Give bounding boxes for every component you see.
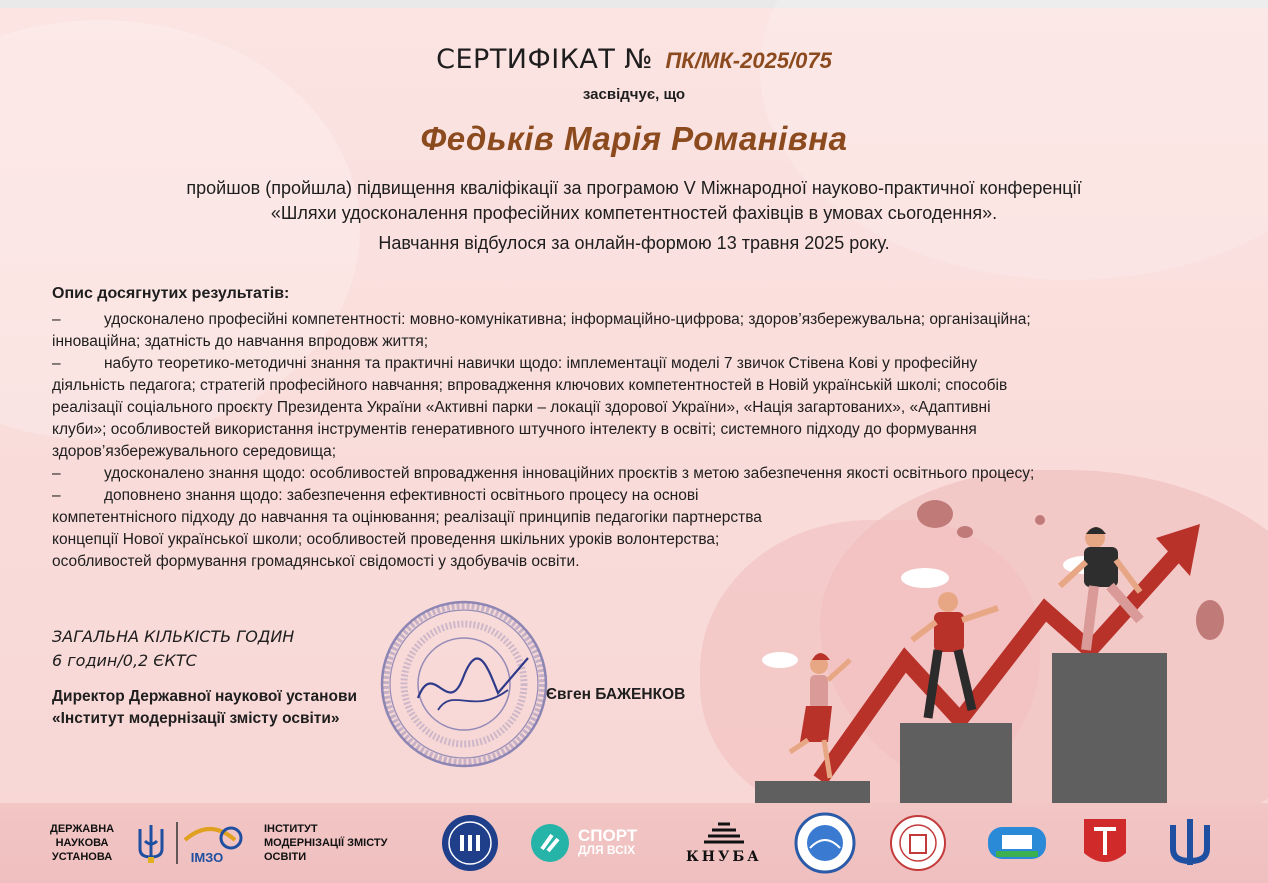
decor-dot (1035, 515, 1045, 525)
program-line: пройшов (пройшла) підвищення кваліфікації за програмою V Міжнародної науково-практичної конференції (186, 178, 1082, 198)
imzo-abbreviation: ІМЗО (190, 850, 224, 865)
result-line: – удосконалено знання щодо: особливостей впровадження інноваційних проєктів з метою забезпечення якості освітнього процесу; (52, 463, 1202, 485)
dash-marker: – (52, 311, 61, 328)
result-item (52, 463, 1202, 485)
decor-blob (917, 500, 953, 528)
result-line: реалізації соціального проєкту Президента України «Активні парки – локації здорової України», «Нація загартованих», «Адаптивні (52, 399, 991, 416)
director-name: Євген БАЖЕНКОВ (546, 686, 686, 703)
result-line: компетентнісного підходу до навчання та оцінювання; реалізації принципів педагогіки партнерства (52, 509, 762, 526)
person-leg (928, 650, 938, 718)
director-line: «Інститут модернізації змісту освіти» (52, 710, 340, 727)
jdu-logo-icon (1080, 803, 1130, 883)
hours-value: 6 годин/0,2 ЄКТС (52, 651, 197, 670)
gov-institution-logo: ДЕРЖАВНА НАУКОВА УСТАНОВА (50, 823, 115, 863)
person-arm (962, 608, 998, 620)
result-line: – доповнено знання щодо: забезпечення ефективності освітнього процесу на основі (52, 485, 1202, 507)
dash-marker: – (52, 355, 61, 372)
university-logo-icon (440, 803, 500, 883)
person-hair (1086, 527, 1106, 534)
person-body (934, 612, 964, 652)
growth-illustration (700, 490, 1240, 810)
sport-for-all-logo: СПОРТ ДЛЯ ВСІХ (530, 803, 637, 883)
certificate-number: ПК/МК-2025/075 (665, 48, 832, 73)
decor-blob (1196, 600, 1224, 640)
person-hair (812, 653, 830, 660)
director-line: Директор Державної наукової установи (52, 688, 358, 705)
cloud-icon (901, 568, 949, 588)
person-skirt (800, 706, 832, 742)
result-line: інноваційна; здатність до навчання впродовж життя; (52, 333, 429, 350)
total-hours (52, 625, 294, 673)
result-line: клуби»; особливостей використання інструментів генеративного штучного інтелекту в освіті; системного підходу до формування (52, 421, 977, 438)
knuba-logo: КНУБА (686, 803, 762, 883)
hours-label: ЗАГАЛЬНА КІЛЬКІСТЬ ГОДИН (52, 627, 295, 646)
dash-marker: – (52, 487, 61, 504)
signature-scribble (418, 658, 528, 698)
step-mid (900, 723, 1012, 803)
result-line: концепції Нової української школи; особливостей проведення шкільних уроків волонтерства; (52, 531, 720, 548)
person-arm (828, 660, 850, 680)
step-high (1052, 653, 1167, 803)
result-line: здоров’язбережувального середовища; (52, 443, 337, 460)
decor-blob (957, 526, 973, 538)
certifies-text: засвідчує, що (582, 86, 686, 103)
recipient-name: Федьків Марія Романівна (420, 120, 848, 157)
program-description (40, 176, 1228, 226)
person-arm (1116, 560, 1140, 592)
imzo-name: ІНСТИТУТ МОДЕРНІЗАЦІЇ ЗМІСТУ ОСВІТИ (264, 823, 388, 863)
certificate-word: СЕРТИФІКАТ № (436, 44, 654, 75)
result-line: особливостей формування громадянської свідомості у здобувачів освіти. (52, 553, 580, 570)
result-line: – удосконалено професійні компетентності: мовно-комунікативна; інформаційно-цифрова; здоров’язбережувальна; організаційна; (52, 309, 1202, 331)
official-seal-stamp (378, 598, 550, 770)
program-line: «Шляхи удосконалення професійних компетентностей фахівців в умовах сьогодення». (270, 203, 998, 223)
result-item (52, 353, 1202, 463)
sport-icon (530, 823, 570, 863)
person-body (1084, 547, 1118, 587)
cloud-icon (762, 652, 798, 668)
trident-icon (134, 803, 168, 883)
building-icon (702, 822, 746, 844)
step-low (755, 781, 870, 803)
certificate-title (0, 44, 1268, 75)
person-leg (790, 740, 808, 752)
dash-marker: – (52, 465, 61, 482)
director-title (52, 686, 357, 730)
person-arm (912, 622, 936, 640)
person-body (810, 675, 828, 709)
result-line: діяльність педагога; стратегій професійного навчання; впровадження ключових компетентностей в Новій українській школі; способів (52, 377, 1008, 394)
academy-logo-icon (794, 803, 856, 883)
college-logo-icon (984, 803, 1050, 883)
result-item (52, 309, 1202, 353)
medical-university-logo-icon (888, 803, 948, 883)
trident-blue-icon (1165, 803, 1215, 883)
training-info: Навчання відбулося за онлайн-формою 13 травня 2025 року. (378, 233, 890, 253)
result-line: – набуто теоретико-методичні знання та практичні навички щодо: імплементації моделі 7 звичок Стівена Кові у професійну (52, 353, 1202, 375)
partner-logos-footer (0, 803, 1268, 883)
results-title: Опис досягнутих результатів: (52, 285, 290, 302)
person-head (938, 592, 958, 612)
imzo-logo (175, 803, 253, 883)
